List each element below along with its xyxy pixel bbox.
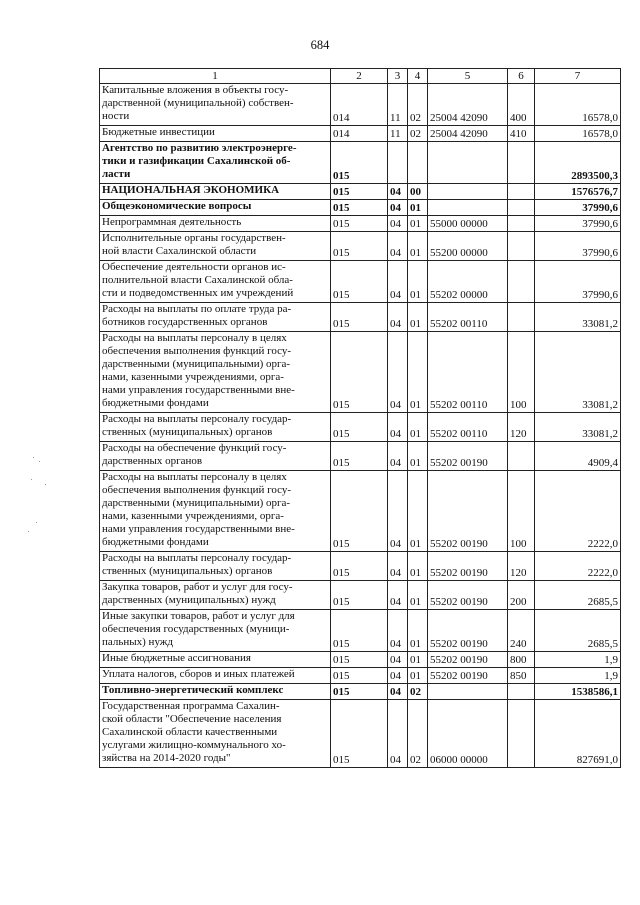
cell-expense-type: [508, 200, 535, 216]
cell-code-admin: 015: [331, 552, 388, 581]
table-row: [100, 413, 621, 442]
cell-target-article: [428, 142, 508, 184]
cell-amount: 33081,2: [535, 332, 621, 413]
cell-name: Бюджетные инвестиции: [100, 126, 331, 142]
cell-expense-type: [508, 303, 535, 332]
cell-section: 04: [388, 652, 408, 668]
table-row: [100, 303, 621, 332]
cell-section: 04: [388, 610, 408, 652]
cell-section: [388, 142, 408, 184]
header-cell: 5: [428, 69, 508, 84]
cell-amount: 33081,2: [535, 303, 621, 332]
cell-code-admin: 015: [331, 332, 388, 413]
cell-section: 04: [388, 303, 408, 332]
cell-expense-type: [508, 216, 535, 232]
scan-speck: [33, 457, 34, 458]
cell-subsection: 01: [408, 261, 428, 303]
cell-section: 04: [388, 261, 408, 303]
header-cell: 4: [408, 69, 428, 84]
cell-amount: 1,9: [535, 668, 621, 684]
cell-subsection: 02: [408, 126, 428, 142]
cell-subsection: 01: [408, 413, 428, 442]
table-row: [100, 700, 621, 768]
cell-section: 04: [388, 581, 408, 610]
cell-target-article: 25004 42090: [428, 126, 508, 142]
scan-speck: [31, 479, 32, 480]
cell-code-admin: 015: [331, 142, 388, 184]
table-row: [100, 126, 621, 142]
cell-code-admin: 015: [331, 216, 388, 232]
cell-expense-type: 800: [508, 652, 535, 668]
cell-subsection: 01: [408, 668, 428, 684]
cell-amount: 1,9: [535, 652, 621, 668]
cell-target-article: 55202 00190: [428, 552, 508, 581]
cell-code-admin: 015: [331, 184, 388, 200]
cell-section: 04: [388, 700, 408, 768]
cell-amount: 37990,6: [535, 232, 621, 261]
cell-section: 04: [388, 216, 408, 232]
cell-target-article: 55000 00000: [428, 216, 508, 232]
cell-target-article: 55202 00110: [428, 413, 508, 442]
cell-subsection: 01: [408, 652, 428, 668]
table-row: [100, 184, 621, 200]
cell-code-admin: 014: [331, 126, 388, 142]
scan-speck: [45, 484, 46, 485]
cell-subsection: 01: [408, 610, 428, 652]
cell-target-article: 55200 00000: [428, 232, 508, 261]
cell-amount: 33081,2: [535, 413, 621, 442]
cell-code-admin: 014: [331, 84, 388, 126]
budget-table: [99, 68, 621, 768]
cell-amount: 37990,6: [535, 216, 621, 232]
cell-section: 04: [388, 684, 408, 700]
header-cell: 3: [388, 69, 408, 84]
cell-expense-type: 100: [508, 471, 535, 552]
cell-name: Расходы на выплаты персоналу государ- ственных (муниципальных) органов: [100, 552, 331, 581]
cell-name: Обеспечение деятельности органов ис- полнительной власти Сахалинской обла- сти и подведомственных им учреждений: [100, 261, 331, 303]
cell-expense-type: 100: [508, 332, 535, 413]
table-row: [100, 471, 621, 552]
cell-amount: 1576576,7: [535, 184, 621, 200]
cell-subsection: 01: [408, 552, 428, 581]
cell-target-article: 55202 00000: [428, 261, 508, 303]
cell-target-article: 55202 00190: [428, 471, 508, 552]
cell-target-article: 55202 00110: [428, 303, 508, 332]
cell-code-admin: 015: [331, 442, 388, 471]
table-row: [100, 552, 621, 581]
cell-code-admin: 015: [331, 610, 388, 652]
cell-code-admin: 015: [331, 232, 388, 261]
cell-amount: 827691,0: [535, 700, 621, 768]
cell-target-article: 55202 00190: [428, 610, 508, 652]
header-cell: 7: [535, 69, 621, 84]
cell-amount: 16578,0: [535, 84, 621, 126]
cell-expense-type: 200: [508, 581, 535, 610]
cell-code-admin: 015: [331, 684, 388, 700]
cell-name: Расходы на выплаты персоналу в целях обеспечения выполнения функций госу- дарственными (муниципальными) орга- нами, казенными учреждениями, орга- нами управления государственными вне- бюджетными фондами: [100, 332, 331, 413]
cell-expense-type: 120: [508, 552, 535, 581]
cell-code-admin: 015: [331, 668, 388, 684]
table-header-row: [100, 69, 621, 84]
cell-expense-type: [508, 700, 535, 768]
cell-code-admin: 015: [331, 652, 388, 668]
cell-name: НАЦИОНАЛЬНАЯ ЭКОНОМИКА: [100, 184, 331, 200]
cell-subsection: 02: [408, 684, 428, 700]
cell-name: Общеэкономические вопросы: [100, 200, 331, 216]
cell-expense-type: [508, 684, 535, 700]
cell-name: Закупка товаров, работ и услуг для госу- дарственных (муниципальных) нужд: [100, 581, 331, 610]
cell-code-admin: 015: [331, 471, 388, 552]
table-row: [100, 142, 621, 184]
cell-target-article: 55202 00190: [428, 668, 508, 684]
cell-subsection: 01: [408, 303, 428, 332]
cell-target-article: 25004 42090: [428, 84, 508, 126]
cell-target-article: 06000 00000: [428, 700, 508, 768]
cell-expense-type: [508, 232, 535, 261]
cell-section: 04: [388, 200, 408, 216]
cell-expense-type: [508, 442, 535, 471]
cell-target-article: 55202 00110: [428, 332, 508, 413]
table-row: [100, 684, 621, 700]
table-row: [100, 668, 621, 684]
cell-code-admin: 015: [331, 413, 388, 442]
cell-section: 04: [388, 552, 408, 581]
cell-expense-type: 240: [508, 610, 535, 652]
cell-name: Расходы на выплаты персоналу государ- ственных (муниципальных) органов: [100, 413, 331, 442]
cell-amount: 1538586,1: [535, 684, 621, 700]
cell-subsection: 01: [408, 471, 428, 552]
header-cell: 1: [100, 69, 331, 84]
cell-amount: 2222,0: [535, 552, 621, 581]
table-row: [100, 232, 621, 261]
cell-name: Уплата налогов, сборов и иных платежей: [100, 668, 331, 684]
cell-section: 04: [388, 184, 408, 200]
cell-target-article: 55202 00190: [428, 581, 508, 610]
cell-expense-type: 120: [508, 413, 535, 442]
cell-name: Капитальные вложения в объекты госу- дарственной (муниципальной) собствен- ности: [100, 84, 331, 126]
cell-code-admin: 015: [331, 303, 388, 332]
cell-target-article: 55202 00190: [428, 652, 508, 668]
cell-target-article: [428, 200, 508, 216]
cell-amount: 2893500,3: [535, 142, 621, 184]
table-row: [100, 216, 621, 232]
cell-name: Иные закупки товаров, работ и услуг для обеспечения государственных (муници- пальных) нужд: [100, 610, 331, 652]
cell-subsection: 01: [408, 581, 428, 610]
cell-subsection: 02: [408, 84, 428, 126]
cell-section: 04: [388, 332, 408, 413]
cell-amount: 2222,0: [535, 471, 621, 552]
cell-expense-type: 410: [508, 126, 535, 142]
cell-subsection: 01: [408, 200, 428, 216]
cell-amount: 16578,0: [535, 126, 621, 142]
header-cell: 6: [508, 69, 535, 84]
table-row: [100, 581, 621, 610]
cell-section: 04: [388, 413, 408, 442]
cell-code-admin: 015: [331, 700, 388, 768]
cell-code-admin: 015: [331, 200, 388, 216]
cell-target-article: [428, 684, 508, 700]
cell-name: Расходы на обеспечение функций госу- дарственных органов: [100, 442, 331, 471]
cell-amount: 2685,5: [535, 581, 621, 610]
cell-expense-type: [508, 184, 535, 200]
table-row: [100, 261, 621, 303]
cell-target-article: 55202 00190: [428, 442, 508, 471]
cell-name: Непрограммная деятельность: [100, 216, 331, 232]
cell-section: 04: [388, 232, 408, 261]
table-row: [100, 332, 621, 413]
scan-speck: [28, 531, 29, 532]
cell-name: Государственная программа Сахалин- ской области "Обеспечение населения Сахалинской области качественными услугами жилищно-коммунального хо- зяйства на 2014-2020 годы": [100, 700, 331, 768]
cell-subsection: 00: [408, 184, 428, 200]
cell-amount: 4909,4: [535, 442, 621, 471]
cell-name: Исполнительные органы государствен- ной власти Сахалинской области: [100, 232, 331, 261]
cell-name: Расходы на выплаты по оплате труда ра- ботников государственных органов: [100, 303, 331, 332]
cell-subsection: 01: [408, 442, 428, 471]
cell-amount: 2685,5: [535, 610, 621, 652]
scan-speck: [36, 522, 37, 523]
page-number: 684: [310, 38, 330, 52]
table-row: [100, 652, 621, 668]
cell-section: 04: [388, 668, 408, 684]
cell-expense-type: 850: [508, 668, 535, 684]
cell-amount: 37990,6: [535, 261, 621, 303]
cell-code-admin: 015: [331, 261, 388, 303]
cell-section: 04: [388, 442, 408, 471]
cell-subsection: 01: [408, 232, 428, 261]
cell-section: 04: [388, 471, 408, 552]
scan-speck: [39, 461, 40, 462]
table-row: [100, 610, 621, 652]
cell-expense-type: 400: [508, 84, 535, 126]
table-row: [100, 200, 621, 216]
cell-name: Агентство по развитию электроэнерге- тики и газификации Сахалинской об- ласти: [100, 142, 331, 184]
cell-expense-type: [508, 261, 535, 303]
table-row: [100, 442, 621, 471]
cell-section: 11: [388, 84, 408, 126]
cell-subsection: [408, 142, 428, 184]
cell-target-article: [428, 184, 508, 200]
cell-name: Иные бюджетные ассигнования: [100, 652, 331, 668]
cell-name: Расходы на выплаты персоналу в целях обеспечения выполнения функций госу- дарственными (муниципальными) орга- нами, казенными учреждениями, орга- нами управления государственными вне- бюджетными фондами: [100, 471, 331, 552]
table-row: [100, 84, 621, 126]
cell-subsection: 02: [408, 700, 428, 768]
cell-subsection: 01: [408, 332, 428, 413]
cell-amount: 37990,6: [535, 200, 621, 216]
cell-name: Топливно-энергетический комплекс: [100, 684, 331, 700]
header-cell: 2: [331, 69, 388, 84]
cell-subsection: 01: [408, 216, 428, 232]
cell-code-admin: 015: [331, 581, 388, 610]
cell-section: 11: [388, 126, 408, 142]
cell-expense-type: [508, 142, 535, 184]
